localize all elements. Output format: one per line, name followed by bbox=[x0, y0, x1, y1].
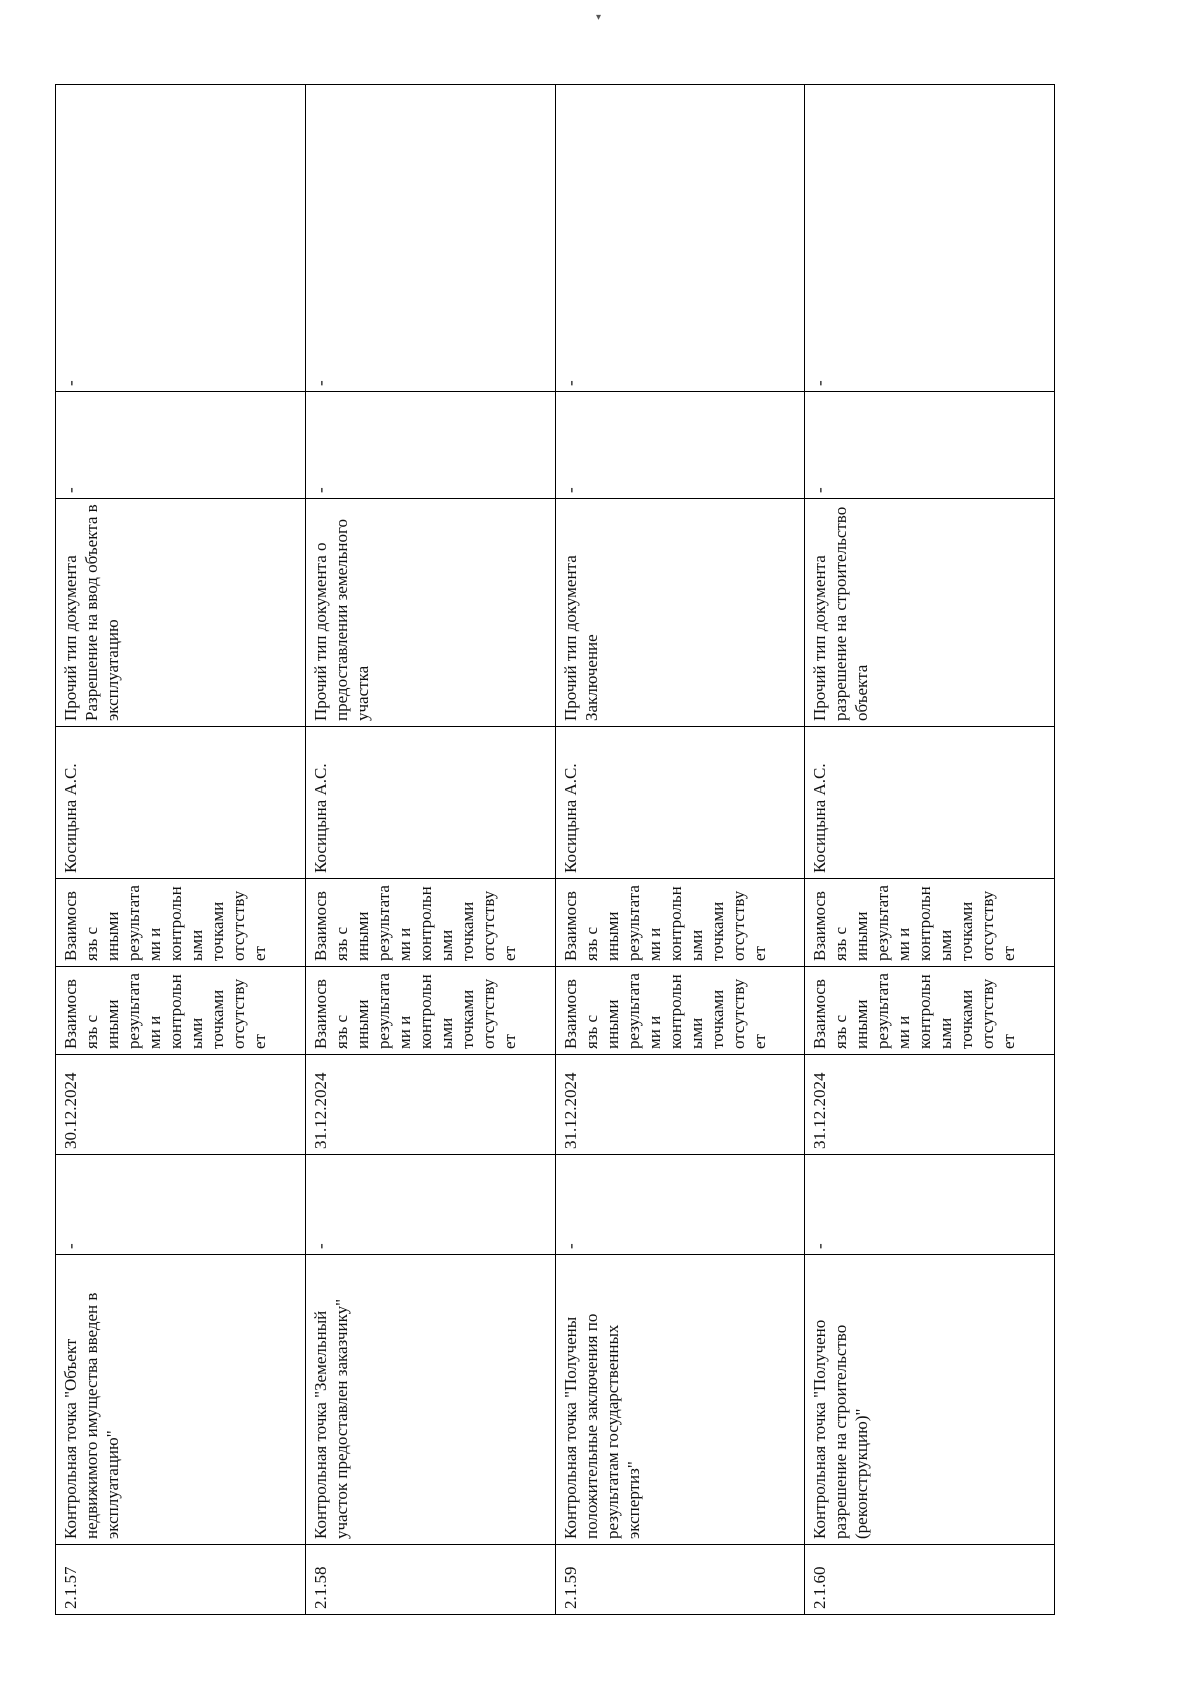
table-row bbox=[555, 85, 805, 1615]
dash-cell: - bbox=[805, 85, 1055, 392]
relation-cell: Взаимосвязь с иными результатами и контрольными точками отсутствует bbox=[805, 967, 1055, 1055]
relation-cell: Взаимосвязь с иными результатами и контрольными точками отсутствует bbox=[305, 967, 555, 1055]
row-number: 2.1.60 bbox=[805, 1545, 1055, 1615]
responsible-person: Косицына А.С. bbox=[805, 727, 1055, 879]
relation-cell: Взаимосвязь с иными результатами и контрольными точками отсутствует bbox=[56, 967, 306, 1055]
dash-cell: - bbox=[305, 1155, 555, 1255]
control-point-name: Контрольная точка "Получены положительные заключения по результатам государственных экспертиз" bbox=[555, 1255, 805, 1545]
dash-cell: - bbox=[805, 392, 1055, 499]
row-number: 2.1.57 bbox=[56, 1545, 306, 1615]
control-point-name: Контрольная точка "Земельный участок предоставлен заказчику" bbox=[305, 1255, 555, 1545]
dash-cell: - bbox=[56, 392, 306, 499]
relation-cell: Взаимосвязь с иными результатами и контрольными точками отсутствует bbox=[555, 879, 805, 967]
dash-cell: - bbox=[305, 85, 555, 392]
date-cell: 30.12.2024 bbox=[56, 1055, 306, 1155]
control-point-name: Контрольная точка "Получено разрешение на строительство (реконструкцию)" bbox=[805, 1255, 1055, 1545]
relation-cell: Взаимосвязь с иными результатами и контрольными точками отсутствует bbox=[555, 967, 805, 1055]
date-cell: 31.12.2024 bbox=[305, 1055, 555, 1155]
relation-cell: Взаимосвязь с иными результатами и контрольными точками отсутствует bbox=[56, 879, 306, 967]
table-row bbox=[56, 85, 306, 1615]
dash-cell: - bbox=[555, 85, 805, 392]
scan-artifact-mark: ▾ bbox=[596, 12, 602, 23]
dash-cell: - bbox=[56, 85, 306, 392]
dash-cell: - bbox=[555, 392, 805, 499]
table-row bbox=[305, 85, 555, 1615]
dash-cell: - bbox=[56, 1155, 306, 1255]
relation-cell: Взаимосвязь с иными результатами и контрольными точками отсутствует bbox=[305, 879, 555, 967]
table-row bbox=[805, 85, 1055, 1615]
dash-cell: - bbox=[805, 1155, 1055, 1255]
document-type: Прочий тип документа Заключение bbox=[555, 499, 805, 727]
row-number: 2.1.58 bbox=[305, 1545, 555, 1615]
responsible-person: Косицына А.С. bbox=[555, 727, 805, 879]
dash-cell: - bbox=[305, 392, 555, 499]
rotated-table-frame bbox=[55, 85, 1055, 1615]
control-point-name: Контрольная точка "Объект недвижимого имущества введен в эксплуатацию" bbox=[56, 1255, 306, 1545]
document-type: Прочий тип документа о предоставлении земельного участка bbox=[305, 499, 555, 727]
control-points-table bbox=[55, 84, 1055, 1615]
relation-cell: Взаимосвязь с иными результатами и контрольными точками отсутствует bbox=[805, 879, 1055, 967]
date-cell: 31.12.2024 bbox=[555, 1055, 805, 1155]
document-type: Прочий тип документа Разрешение на ввод объекта в эксплуатацию bbox=[56, 499, 306, 727]
row-number: 2.1.59 bbox=[555, 1545, 805, 1615]
document-type: Прочий тип документа разрешение на строительство объекта bbox=[805, 499, 1055, 727]
date-cell: 31.12.2024 bbox=[805, 1055, 1055, 1155]
responsible-person: Косицына А.С. bbox=[56, 727, 306, 879]
dash-cell: - bbox=[555, 1155, 805, 1255]
responsible-person: Косицына А.С. bbox=[305, 727, 555, 879]
